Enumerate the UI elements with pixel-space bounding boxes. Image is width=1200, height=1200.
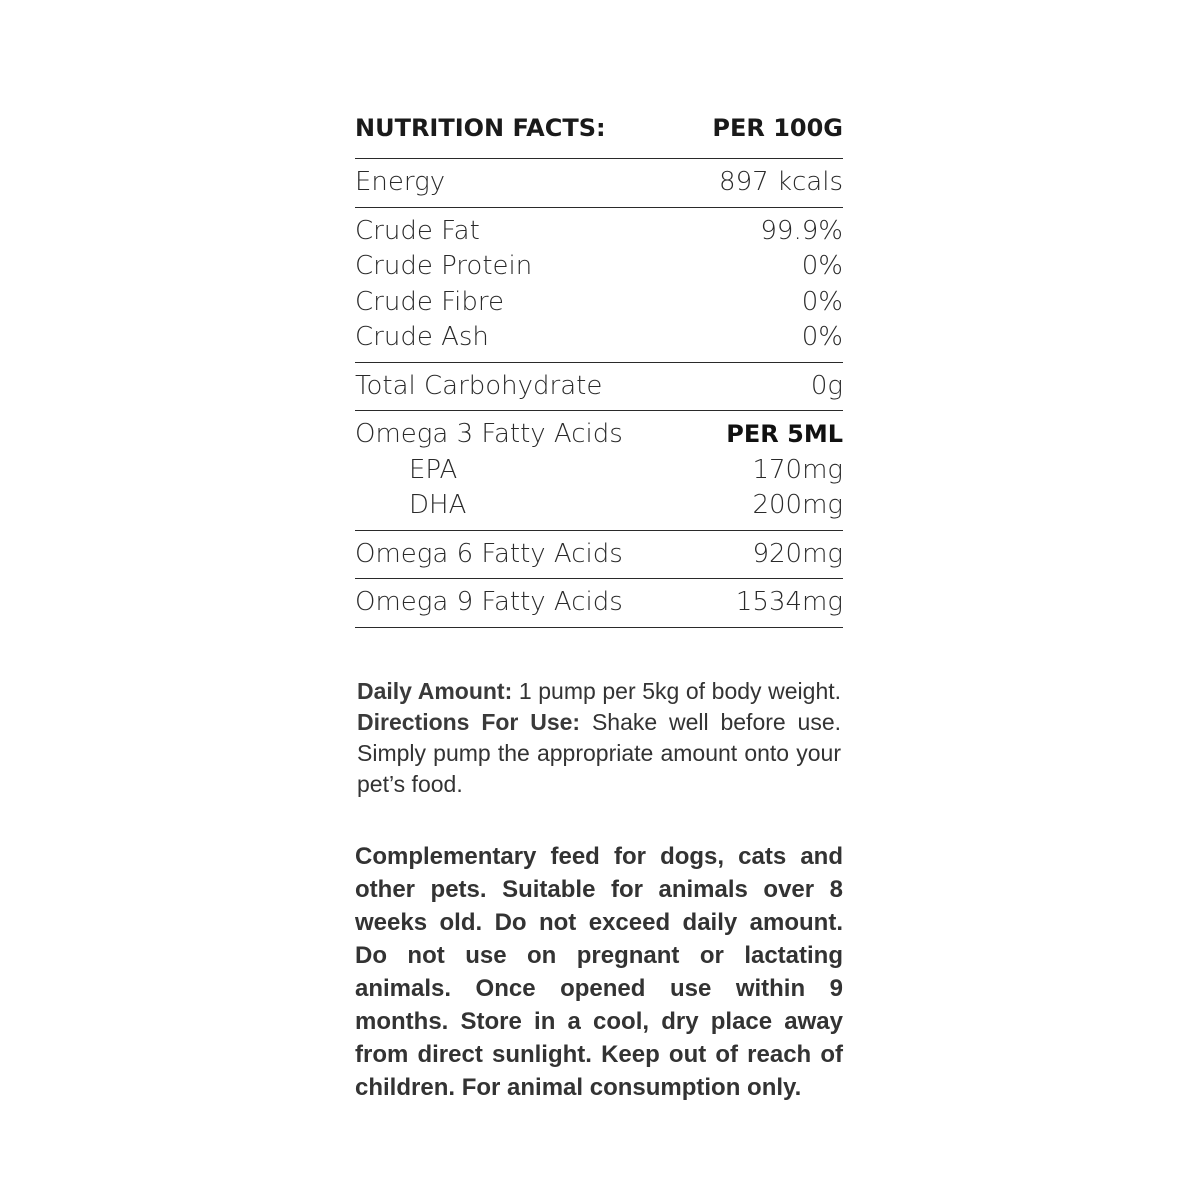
omega6-value: 920mg [752,538,843,569]
crude-ash-value: 0% [801,322,843,352]
crude-group [355,208,843,362]
carbohydrate-label: Total Carbohydrate [355,370,603,401]
omega3-label: Omega 3 Fatty Acids [355,419,623,449]
energy-value: 897 kcals [719,167,843,197]
divider [355,627,843,628]
carbohydrate-row [355,369,843,405]
nutrition-facts-panel [355,108,843,628]
carbohydrate-group [355,363,843,411]
epa-row [355,453,843,489]
daily-amount-text: 1 pump per 5kg of body weight. [518,678,842,704]
omega6-group [355,531,843,579]
omega9-group [355,579,843,627]
dha-value: 200mg [752,490,843,520]
daily-amount-label: Daily Amount: [357,678,513,704]
per-5ml-label: PER 5ML [726,420,843,448]
usage-instructions [357,676,841,800]
dha-label: DHA [409,490,467,520]
crude-protein-value: 0% [801,251,843,281]
omega9-value: 1534mg [735,587,843,617]
per-100g-label: PER 100G [712,114,843,142]
crude-fat-row [355,214,843,250]
dha-row [355,488,843,524]
energy-row [355,165,843,201]
epa-label: EPA [409,454,458,485]
warning-text: Complementary feed for dogs, cats and other pets. Suitable for animals over 8 weeks old. Do not exceed daily amount. Do not use on pregnant or lactating animals. Once opened use within 9 months. Store in a cool, dry place away from direct sunlight. Keep out of reach of children. For animal consumption only. [355,843,843,1101]
crude-fibre-row [355,285,843,321]
epa-value: 170mg [752,454,843,485]
energy-group [355,159,843,207]
directions-label: Directions For Use: [357,709,581,735]
omega6-row [355,537,843,573]
energy-label: Energy [355,167,446,197]
omega9-row [355,585,843,621]
omega9-label: Omega 9 Fatty Acids [355,587,623,617]
crude-fibre-label: Crude Fibre [355,286,504,317]
omega6-label: Omega 6 Fatty Acids [355,538,623,569]
crude-protein-label: Crude Protein [355,251,533,281]
crude-fat-value: 99.9% [760,215,843,246]
carbohydrate-value: 0g [810,370,843,401]
nutrition-title: NUTRITION FACTS: [355,114,606,142]
nutrition-header [355,108,843,148]
crude-fat-label: Crude Fat [355,215,480,246]
crude-fibre-value: 0% [801,286,843,317]
crude-protein-row [355,249,843,285]
crude-ash-label: Crude Ash [355,322,489,352]
crude-ash-row [355,320,843,356]
omega3-row [355,417,843,453]
directions-text: Shake well before use. Simply pump the appropriate amount onto your pet’s food. [357,709,842,797]
omega3-group [355,411,843,530]
